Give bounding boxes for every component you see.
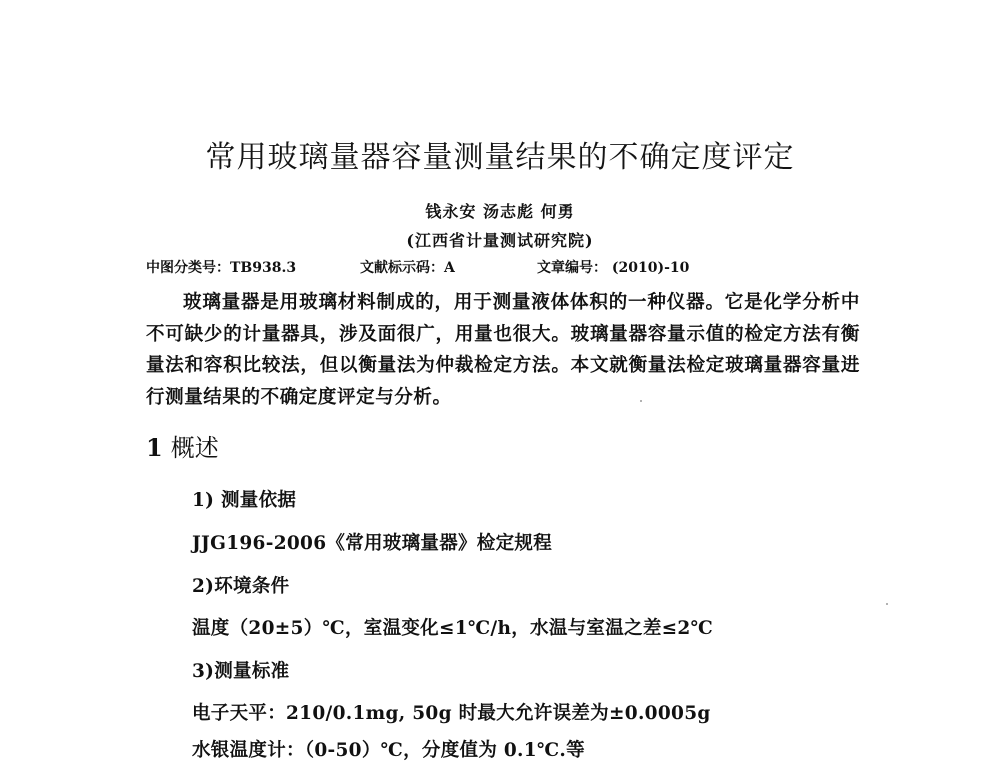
list-item: 温度（20±5）℃，室温变化≤1℃/h，水温与室温之差≤2℃ bbox=[192, 618, 714, 639]
abstract-paragraph: 玻璃量器是用玻璃材料制成的，用于测量液体体积的一种仪器。它是化学分析中不可缺少的计量器具，涉及面很广，用量也很大。玻璃量器容量示值的检定方法有衡量法和容积比较法，但以衡量法为仲裁检定方法。本文就衡量法检定玻璃量器容量进行测量结果的不确定度评定与分析。 bbox=[146, 292, 860, 408]
list-item: 水银温度计：（0-50）℃，分度值为 0.1℃.等 bbox=[192, 740, 585, 761]
section-heading bbox=[146, 428, 219, 463]
paper-title: 常用玻璃量器容量测量结果的不确定度评定 bbox=[205, 140, 795, 176]
section-title: 概述 bbox=[170, 434, 219, 462]
list-item: 2)环境条件 bbox=[192, 576, 290, 597]
scan-speck bbox=[886, 603, 888, 605]
document-code: 文献标示码：A bbox=[360, 260, 455, 276]
author-list: 钱永安 汤志彪 何勇 bbox=[425, 202, 575, 221]
scan-speck bbox=[640, 400, 642, 402]
list-item: 电子天平：210/0.1mg, 50g 时最大允许误差为±0.0005g bbox=[192, 703, 711, 724]
list-item: 3)测量标准 bbox=[192, 661, 290, 682]
affiliation: (江西省计量测试研究院) bbox=[406, 231, 594, 250]
section-number: 1 bbox=[146, 433, 163, 462]
list-item: 1) 测量依据 bbox=[192, 490, 297, 511]
list-item: JJG196-2006《常用玻璃量器》检定规程 bbox=[192, 533, 552, 554]
article-number: 文章编号： (2010)-10 bbox=[537, 260, 690, 276]
clc-number: 中图分类号：TB938.3 bbox=[146, 260, 297, 276]
